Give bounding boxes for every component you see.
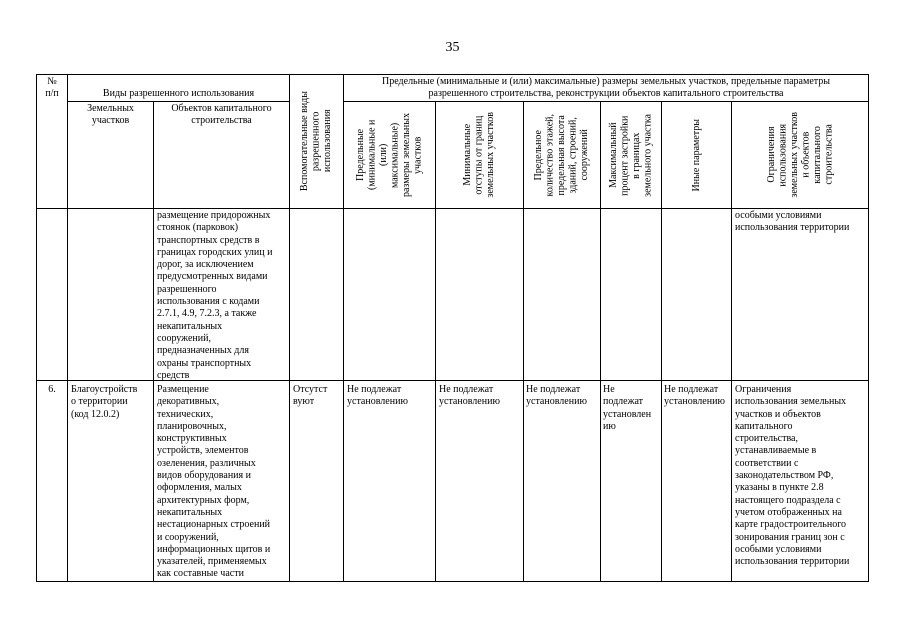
header-num: № п/п bbox=[45, 76, 59, 99]
header-capital-objects: Объектов капитального строительства bbox=[171, 103, 272, 126]
table-row-cell-setbacks: Не подлежат установлению bbox=[439, 384, 500, 408]
table-row-cell-restrictions: особыми условиями использования территории bbox=[735, 210, 850, 234]
header-setbacks: Минимальные отступы от границ земельных участков bbox=[462, 112, 497, 198]
header-other-params: Иные параметры bbox=[690, 118, 702, 192]
page-number: 35 bbox=[445, 40, 460, 55]
header-limit-params: Предельные (минимальные и (или) максимальные) размеры земельных участков, предельные параметры разрешенного строительства, реконструкции объектов капитального строительства bbox=[382, 76, 830, 99]
header-coverage: Максимальный процент застройки в границах земельного участка bbox=[608, 113, 654, 197]
table-row-cell-floors: Не подлежат установлению bbox=[526, 384, 587, 408]
header-restrictions: Ограничения использования земельных участков и объектов капитального строительства bbox=[765, 112, 834, 198]
table-row-cell-other: Не подлежат установлению bbox=[664, 384, 725, 408]
table-row-cell-auxiliary: Отсутст вуют bbox=[293, 384, 328, 408]
table-row-cell-restrictions: Ограничения использования земельных участков и объектов капитального строительства, устанавливаемые в соответствии с законодательством РФ, указаны в пункте 2.8 настоящего подраздела с учетом отображенных на карте градостроительного зонирования границ зон с особыми условиями использования территории bbox=[735, 384, 850, 568]
table-row-cell-plot-sizes: Не подлежат установлению bbox=[347, 384, 408, 408]
table-row-cell-coverage: Не подлежат установлен ию bbox=[603, 384, 652, 432]
table-row-cell-capital: Размещение декоративных, технических, планировочных, конструктивных устройств, элементов озеленения, различных видов оборудования и оформления, малых архитектурных форм, некапитальных нестационарных строений и сооружений, информационных щитов и указателей, применяемых как составные части bbox=[157, 384, 271, 580]
header-auxiliary-uses: Вспомогательные виды разрешенного использования bbox=[299, 91, 334, 192]
header-land-plots: Земельных участков bbox=[87, 103, 134, 126]
header-permitted-uses: Виды разрешенного использования bbox=[102, 88, 255, 99]
table-row-cell-capital: размещение придорожных стоянок (парковок) транспортных средств в границах городских улиц и дорог, за исключением предусмотренных видами разрешенного использования с кодами 2.7.1, 4.9, 7.2.3, а также некапитальных сооружений, предназначенных для охраны транспортных средств bbox=[157, 210, 273, 381]
table-row-cell-num: 6. bbox=[48, 384, 56, 395]
header-floors: Предельное количество этажей, предельная высота зданий, строений, сооружений bbox=[533, 113, 591, 197]
table-row-cell-land: Благоустройств о территории (код 12.0.2) bbox=[71, 384, 138, 420]
header-plot-sizes: Предельные (минимальные и (или) максимальные) размеры земельных участков bbox=[355, 112, 424, 197]
